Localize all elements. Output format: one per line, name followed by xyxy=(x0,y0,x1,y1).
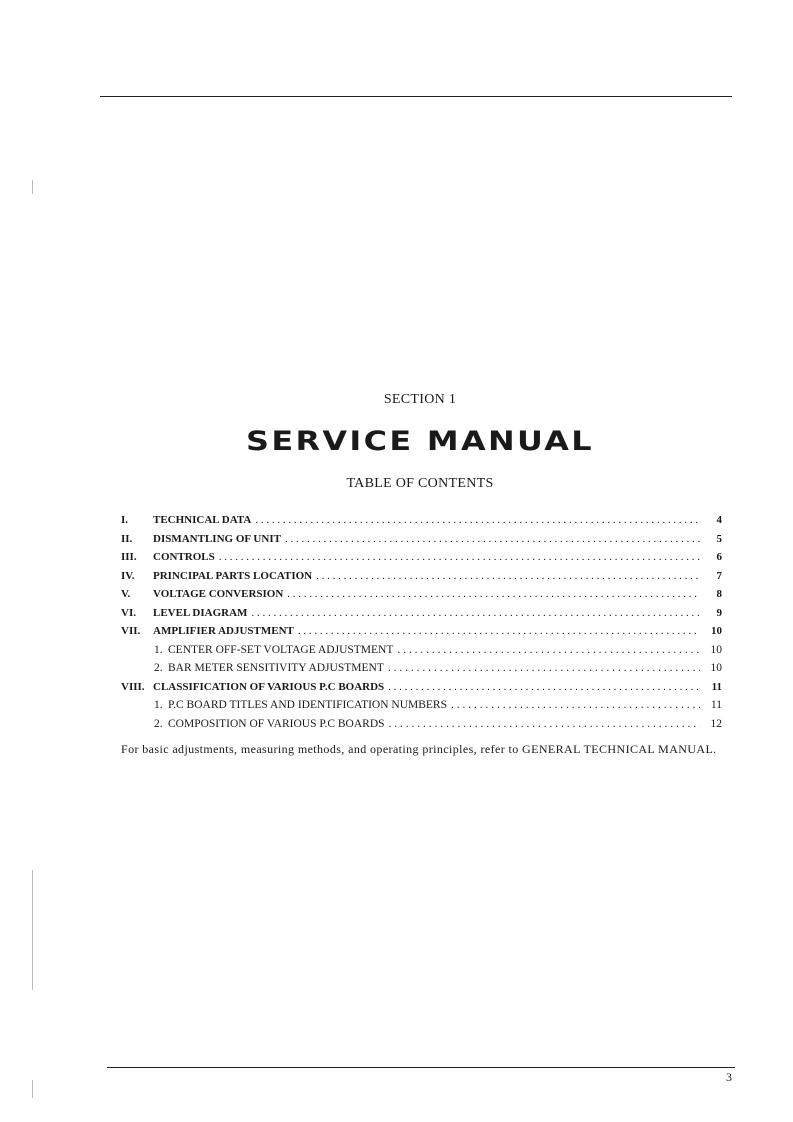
toc-entry-title: P.C BOARD TITLES AND IDENTIFICATION NUMBERS xyxy=(168,699,447,711)
toc-entry-number: V. xyxy=(121,588,131,600)
toc-dot-leader xyxy=(388,659,700,678)
toc-dot-leader xyxy=(285,530,700,549)
top-rule xyxy=(100,96,732,97)
toc-entry-page: 7 xyxy=(716,569,722,582)
toc-entry-number: 1. xyxy=(154,643,163,656)
toc-entry-page: 4 xyxy=(716,514,722,526)
toc-dot-leader xyxy=(298,622,700,641)
toc-entry xyxy=(121,715,722,734)
toc-entry-number: III. xyxy=(121,551,137,563)
toc-entry-page: 12 xyxy=(710,717,722,730)
toc-entry-title: CENTER OFF-SET VOLTAGE ADJUSTMENT xyxy=(168,643,394,656)
toc-entry-title: PRINCIPAL PARTS LOCATION xyxy=(153,569,313,582)
toc-entry-number: IV. xyxy=(121,569,135,582)
toc-entry xyxy=(121,548,722,567)
toc-entry-number: I. xyxy=(121,514,129,526)
toc-entry-number: 2. xyxy=(154,662,163,674)
toc-entry-title: LEVEL DIAGRAM xyxy=(153,606,248,619)
toc-entry-number: VIII. xyxy=(121,680,145,693)
toc-dot-leader xyxy=(451,696,700,715)
toc-entry xyxy=(121,659,722,678)
table-of-contents xyxy=(121,511,722,733)
reference-note: For basic adjustments, measuring methods, and operating principles, refer to GENERAL TECHNICAL MANUAL. xyxy=(121,742,717,756)
toc-entry xyxy=(121,622,722,641)
toc-entry-title: VOLTAGE CONVERSION xyxy=(153,588,284,600)
toc-entry-title: CLASSIFICATION OF VARIOUS P.C BOARDS xyxy=(153,680,385,693)
toc-entry-number: 1. xyxy=(154,699,163,711)
toc-entry-page: 9 xyxy=(716,606,722,619)
toc-entry xyxy=(121,696,722,715)
toc-entry-number: VI. xyxy=(121,606,136,619)
toc-entry-page: 11 xyxy=(710,699,722,711)
toc-entry-page: 10 xyxy=(710,662,722,674)
toc-entry xyxy=(121,511,722,530)
toc-entry-title: TECHNICAL DATA xyxy=(153,514,252,526)
toc-dot-leader xyxy=(316,567,700,586)
toc-entry-page: 11 xyxy=(711,680,722,693)
toc-entry-title: CONTROLS xyxy=(153,551,215,563)
toc-heading: TABLE OF CONTENTS xyxy=(346,476,494,491)
bottom-rule xyxy=(107,1067,735,1068)
toc-entry-page: 6 xyxy=(716,551,722,563)
toc-dot-leader xyxy=(388,678,700,697)
toc-dot-leader xyxy=(219,548,700,567)
toc-entry-page: 10 xyxy=(711,625,722,637)
toc-entry-title: BAR METER SENSITIVITY ADJUSTMENT xyxy=(168,662,384,674)
toc-entry xyxy=(121,567,722,586)
toc-entry-number: 2. xyxy=(154,717,163,730)
scan-mark xyxy=(32,180,33,194)
toc-entry-page: 8 xyxy=(716,588,722,600)
toc-dot-leader xyxy=(287,585,700,604)
toc-dot-leader xyxy=(255,511,700,530)
page-number: 3 xyxy=(726,1070,732,1084)
toc-entry xyxy=(121,604,722,623)
toc-dot-leader xyxy=(389,715,700,734)
toc-entry xyxy=(121,530,722,549)
toc-entry xyxy=(121,641,722,660)
scan-mark xyxy=(32,1080,33,1098)
toc-entry-page: 5 xyxy=(716,532,722,545)
toc-entry xyxy=(121,585,722,604)
toc-entry-number: VII. xyxy=(121,625,141,637)
toc-entry-number: II. xyxy=(121,532,133,545)
toc-entry-title: DISMANTLING OF UNIT xyxy=(153,532,281,545)
section-label: SECTION 1 xyxy=(383,392,457,407)
toc-dot-leader xyxy=(251,604,700,623)
toc-entry-page: 10 xyxy=(710,643,722,656)
toc-entry-title: AMPLIFIER ADJUSTMENT xyxy=(153,625,294,637)
toc-entry-title: COMPOSITION OF VARIOUS P.C BOARDS xyxy=(168,717,385,730)
page-title: SERVICE MANUAL xyxy=(246,426,594,457)
toc-entry xyxy=(121,678,722,697)
toc-dot-leader xyxy=(397,641,700,660)
scan-mark xyxy=(32,870,33,990)
